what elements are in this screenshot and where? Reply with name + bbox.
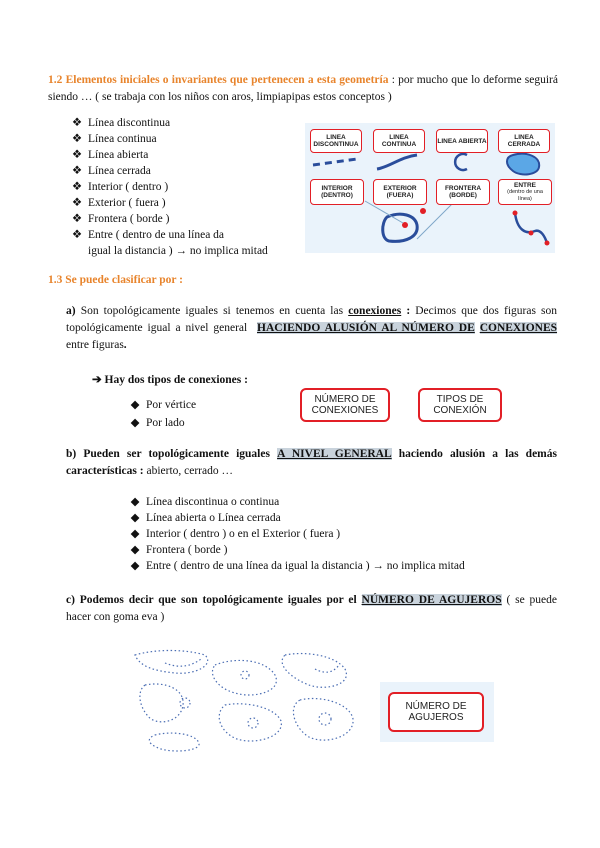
list-item: ◆ Frontera ( borde ): [128, 542, 548, 558]
list-item: ◆ Interior ( dentro ) o en el Exterior ( fuera ): [128, 526, 548, 542]
diamond-bullet-icon: ◆: [130, 560, 140, 572]
list-item-continuation: igual la distancia ) → no implica mitad: [88, 245, 268, 257]
diamond-bullet-icon: ◆: [130, 544, 140, 556]
section-1-2-title: 1.2 Elementos iniciales o invariantes que pertenecen a esta geometría: [48, 74, 389, 86]
diamond-bullet-icon: ❖: [71, 117, 83, 129]
list-item: ❖ Línea abierta: [71, 149, 149, 161]
highlight-nivel-general: A NIVEL GENERAL: [277, 448, 392, 460]
dotted-figures-image: [125, 645, 365, 755]
diamond-bullet-icon: ◆: [130, 512, 140, 524]
paragraph-b: b) Pueden ser topológicamente iguales A NIVEL GENERAL haciendo alusión a las demás características : abierto, cerrado …: [66, 448, 557, 477]
diamond-bullet-icon: ◆: [130, 399, 140, 411]
list-item: ❖ Línea cerrada: [71, 165, 151, 177]
box-numero-agujeros: NÚMERO DE AGUJEROS: [388, 692, 484, 732]
arrow-right-icon: ➔: [92, 374, 102, 386]
list-item: ❖ Línea discontinua: [71, 117, 171, 129]
list-item: ❖ Frontera ( borde ): [71, 213, 170, 225]
highlight-agujeros: NÚMERO DE AGUJEROS: [361, 594, 502, 606]
diamond-bullet-icon: ◆: [130, 496, 140, 508]
paragraph-a: a) Son topológicamente iguales si tenemos en cuenta las conexiones : Decimos que dos figuras son topológicamente igual a nivel general HACIENDO ALUSIÓN AL NÚMERO DE CONEXIONES entre figuras.: [66, 305, 558, 351]
paragraph-c: c) Podemos decir que son topológicamente iguales por el NÚMERO DE AGUJEROS ( se puede hacer con goma eva ): [66, 594, 558, 623]
diagram-box-interior: INTERIOR (DENTRO): [310, 179, 364, 205]
characteristics-list: [128, 494, 548, 574]
keyword-conexiones: conexiones: [348, 305, 402, 317]
diamond-bullet-icon: ❖: [71, 213, 83, 225]
diamond-bullet-icon: ❖: [71, 165, 83, 177]
diamond-bullet-icon: ❖: [71, 133, 83, 145]
list-item: ❖ Línea continua: [71, 133, 157, 145]
highlight-conexiones: HACIENDO ALUSIÓN AL NÚMERO DE: [257, 322, 475, 334]
box-tipos-conexion: TIPOS DE CONEXIÓN: [418, 388, 502, 422]
list-item: ❖ Interior ( dentro ): [71, 181, 169, 193]
list-item: ◆ Por vértice: [128, 396, 278, 414]
diamond-bullet-icon: ◆: [130, 417, 140, 429]
diagram-box-frontera: FRONTERA (BORDE): [436, 179, 490, 205]
list-item: ◆ Línea discontinua o continua: [128, 494, 548, 510]
list-item: ❖ Exterior ( fuera ): [71, 197, 166, 209]
diamond-bullet-icon: ❖: [71, 197, 83, 209]
box-numero-conexiones: NÚMERO DE CONEXIONES: [300, 388, 390, 422]
connection-types-heading: ➔ Hay dos tipos de conexiones :: [92, 374, 248, 386]
region-figure: [383, 214, 417, 241]
diagram-box-entre: ENTRE (dentro de una línea): [498, 179, 552, 205]
diamond-bullet-icon: ❖: [71, 229, 83, 241]
connection-types-list: [128, 396, 278, 432]
diamond-bullet-icon: ❖: [71, 181, 83, 193]
invariants-list: [70, 115, 300, 259]
agujeros-panel: [380, 682, 494, 742]
section-1-3-title: 1.3 Se puede clasificar por :: [48, 274, 184, 286]
list-item: ◆ Por lado: [128, 414, 278, 432]
list-item: ◆ Entre ( dentro de una línea da igual la distancia ) → no implica mitad: [128, 558, 548, 574]
closed-line-figure: [507, 154, 539, 175]
diagram-box-continua: LINEA CONTINUA: [373, 129, 425, 153]
diamond-bullet-icon: ◆: [130, 528, 140, 540]
diagram-box-abierta: LINEA ABIERTA: [436, 129, 488, 153]
dashed-line-figure: [313, 159, 357, 165]
diagram-box-cerrada: LINEA CERRADA: [498, 129, 550, 153]
diagram-box-discontinua: LINEA DISCONTINUA: [310, 129, 362, 153]
section-1-2-text: : por mucho que lo deforme seguirá siendo … ( se trabaja con los niños con aros, limpiapipas estos conceptos ): [48, 74, 558, 103]
diamond-bullet-icon: ❖: [71, 149, 83, 161]
between-line-figure: [515, 213, 547, 243]
diagram-box-exterior: EXTERIOR (FUERA): [373, 179, 427, 205]
continuous-line-figure: [377, 155, 417, 169]
list-item: ◆ Línea abierta o Línea cerrada: [128, 510, 548, 526]
exterior-point: [420, 208, 426, 214]
intro-paragraph: [48, 72, 558, 106]
open-line-figure: [455, 154, 467, 170]
invariants-diagram: [305, 123, 555, 253]
list-item: ❖ Entre ( dentro de una línea da: [71, 229, 225, 241]
